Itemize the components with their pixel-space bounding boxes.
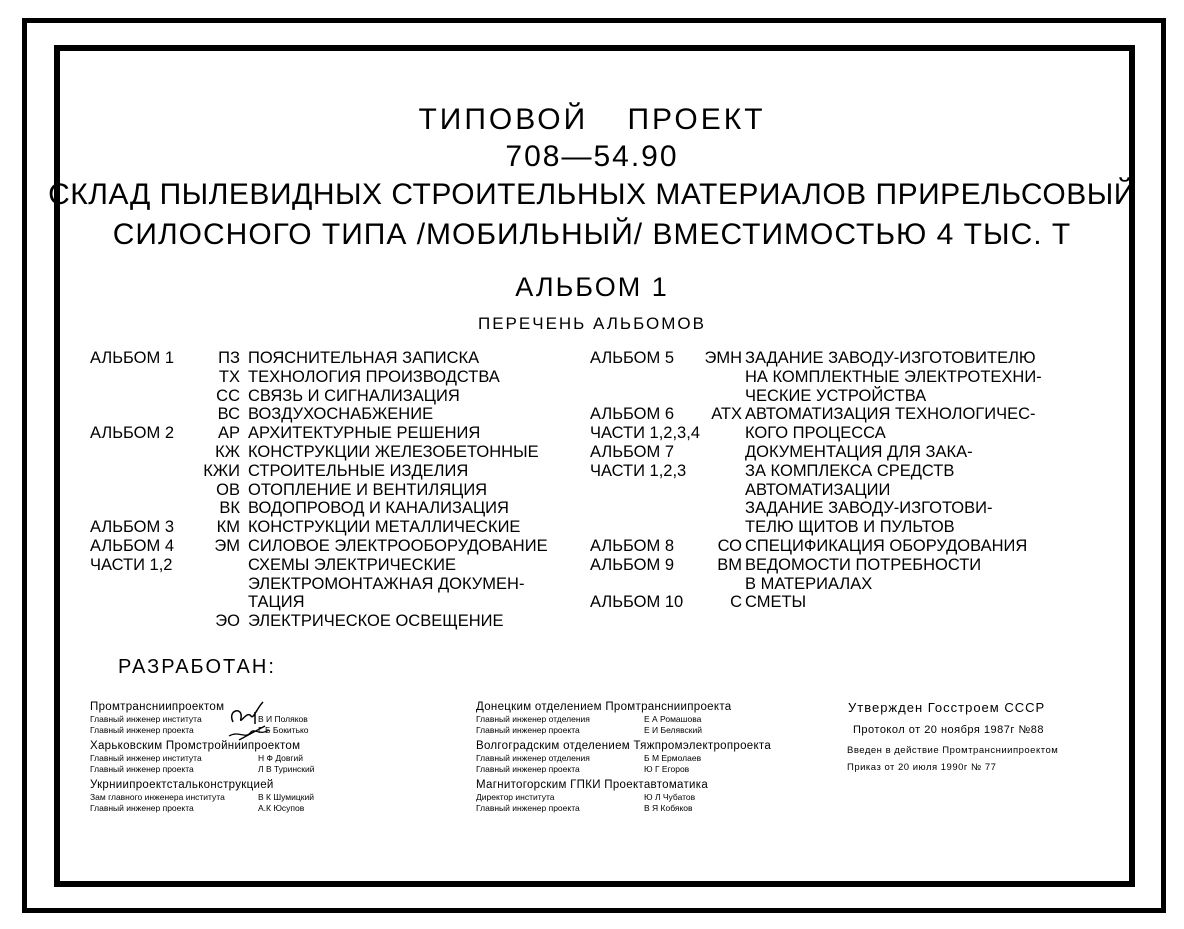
album-number: АЛЬБОМ 7 <box>590 443 675 461</box>
album-list-row <box>590 405 1110 424</box>
section-code: ТХ <box>218 367 240 386</box>
section-code: КЖ <box>215 443 240 461</box>
album-list-row <box>90 575 610 594</box>
section-name: АВТОМАТИЗАЦИИ <box>745 480 891 499</box>
album-list-row <box>90 593 610 612</box>
album-list-row <box>590 481 1110 500</box>
album-number: ЧАСТИ 1,2 <box>90 555 173 574</box>
section-name: КОНСТРУКЦИИ ЖЕЛЕЗОБЕТОННЫЕ <box>248 443 539 461</box>
album-number: АЛЬБОМ 8 <box>590 537 675 555</box>
person-name: Г Б Бокитько <box>258 724 309 735</box>
section-name: ТАЦИЯ <box>248 593 305 612</box>
person-name: В И Поляков <box>258 714 308 724</box>
section-name: СПЕЦИФИКАЦИЯ ОБОРУДОВАНИЯ <box>745 537 1028 555</box>
developer-organization: Харьковским Промстройниипроектом <box>90 740 301 752</box>
position-title: Главный инженер проекта <box>90 763 194 774</box>
developers-column-1 <box>90 700 314 813</box>
position-title: Главный инженер института <box>90 714 202 724</box>
position-title: Главный инженер отделения <box>476 714 590 724</box>
project-number: 708—54.90 <box>505 140 679 173</box>
section-name: ОТОПЛЕНИЕ И ВЕНТИЛЯЦИЯ <box>248 480 488 499</box>
album-list-heading: ПЕРЕЧЕНЬ АЛЬБОМОВ <box>478 314 706 333</box>
section-code: СС <box>216 386 240 405</box>
developer-person-line <box>476 764 771 775</box>
section-code: КМ <box>216 518 240 537</box>
section-name: СВЯЗЬ И СИГНАЛИЗАЦИЯ <box>248 386 460 405</box>
section-name: ЗА КОМПЛЕКСА СРЕДСТВ <box>745 461 955 480</box>
person-name: Н Ф Довгий <box>258 753 304 763</box>
developer-person-line <box>476 725 771 736</box>
section-name: НА КОМПЛЕКТНЫЕ ЭЛЕКТРОТЕХНИ- <box>745 367 1042 386</box>
person-name: Л В Туринский <box>258 763 315 774</box>
position-title: Главный инженер проекта <box>476 724 580 735</box>
approval-line-1: Утвержден Госстроем СССР <box>848 700 1046 715</box>
album-list-row <box>90 368 610 387</box>
album-list-row <box>590 556 1110 575</box>
developer-organization: Промтрансниипроектом <box>90 701 225 713</box>
position-title: Главный инженер проекта <box>90 802 194 813</box>
section-code: ЭМН <box>704 349 742 367</box>
section-name: СИЛОВОЕ ЭЛЕКТРООБОРУДОВАНИЕ <box>248 537 548 555</box>
album-list-row <box>90 612 610 631</box>
position-title: Зам главного инженера института <box>90 792 225 802</box>
album-number: ЧАСТИ 1,2,3 <box>590 461 687 480</box>
position-title: Главный инженер проекта <box>90 724 194 735</box>
album-number: АЛЬБОМ 2 <box>90 424 175 443</box>
person-name: А.К Юсупов <box>258 802 305 813</box>
album-list-row <box>590 368 1110 387</box>
section-name: СХЕМЫ ЭЛЕКТРИЧЕСКИЕ <box>248 555 457 574</box>
section-name: ПОЯСНИТЕЛЬНАЯ ЗАПИСКА <box>248 349 480 367</box>
album-list-row <box>590 443 1110 462</box>
section-code: ПЗ <box>218 349 240 367</box>
album-list-row <box>590 349 1110 368</box>
section-name: ВОДОПРОВОД И КАНАЛИЗАЦИЯ <box>248 499 509 518</box>
person-name: В Я Кобяков <box>644 802 693 813</box>
section-name: ЭЛЕКТРОМОНТАЖНАЯ ДОКУМЕН- <box>248 574 525 593</box>
section-name: ВЕДОМОСТИ ПОТРЕБНОСТИ <box>745 555 982 574</box>
person-name: Б М Ермолаев <box>644 753 702 763</box>
developer-person-line <box>476 792 771 803</box>
section-code: ВК <box>219 499 240 518</box>
developer-organization: Магнитогорским ГПКИ Проектавтоматика <box>476 779 709 791</box>
album-list-row <box>90 556 610 575</box>
album-list-row <box>590 575 1110 594</box>
album-list-row <box>590 537 1110 556</box>
album-number: АЛЬБОМ 6 <box>590 405 675 424</box>
section-code: АТХ <box>711 405 742 424</box>
person-name: Е А Ромашова <box>644 714 702 724</box>
developer-person-line <box>476 803 771 814</box>
position-title: Главный инженер проекта <box>476 802 580 813</box>
developer-organization: Укрниипроектстальконструкцией <box>90 779 274 791</box>
album-list-row <box>590 462 1110 481</box>
section-code: ЭО <box>215 612 240 631</box>
album-list-row <box>590 518 1110 537</box>
developer-organization: Волгоградским отделением Тяжпромэлектропроекта <box>476 740 772 752</box>
album-title: АЛЬБОМ 1 <box>515 272 669 302</box>
developer-person-line <box>476 714 771 725</box>
section-name: ЗАДАНИЕ ЗАВОДУ-ИЗГОТОВИ- <box>745 499 993 518</box>
project-title-line1: СКЛАД ПЫЛЕВИДНЫХ СТРОИТЕЛЬНЫХ МАТЕРИАЛОВ ПРИРЕЛЬСОВЫЙ <box>48 178 1136 211</box>
approval-protocol: Протокол от 20 ноября 1987г №88 <box>853 724 1045 736</box>
person-name: Ю Г Егоров <box>644 763 690 774</box>
album-list-row <box>90 462 610 481</box>
section-code: ЭМ <box>214 537 240 555</box>
position-title: Главный инженер института <box>90 753 202 763</box>
section-code: ВМ <box>717 555 742 574</box>
person-name: Е И Белявский <box>644 724 702 735</box>
section-name: ТЕЛЮ ЩИТОВ И ПУЛЬТОВ <box>745 518 955 537</box>
developer-person-line <box>90 725 314 736</box>
album-list-row <box>90 537 610 556</box>
album-number: АЛЬБОМ 3 <box>90 518 175 537</box>
album-number: АЛЬБОМ 9 <box>590 555 675 574</box>
developer-person-line <box>90 753 314 764</box>
section-name: ЭЛЕКТРИЧЕСКОЕ ОСВЕЩЕНИЕ <box>248 612 504 631</box>
developer-person-line <box>90 792 314 803</box>
person-name: В К Шумицкий <box>258 792 314 802</box>
album-list-row <box>590 424 1110 443</box>
album-list-row <box>90 405 610 424</box>
position-title: Главный инженер отделения <box>476 753 590 763</box>
album-list-row <box>90 499 610 518</box>
section-code: ВС <box>217 405 240 424</box>
album-list-row <box>590 499 1110 518</box>
section-name: ЧЕСКИЕ УСТРОЙСТВА <box>745 386 927 405</box>
developed-label: РАЗРАБОТАН: <box>118 656 276 678</box>
doc-type: ТИПОВОЙ ПРОЕКТ <box>418 103 766 136</box>
album-list-row <box>90 424 610 443</box>
person-name: Ю Л Чубатов <box>644 792 696 802</box>
section-name: АРХИТЕКТУРНЫЕ РЕШЕНИЯ <box>248 424 481 443</box>
album-list-row <box>590 387 1110 406</box>
section-name: АВТОМАТИЗАЦИЯ ТЕХНОЛОГИЧЕС- <box>745 405 1036 424</box>
developer-person-line <box>90 764 314 775</box>
album-list-row <box>590 593 1110 612</box>
album-number: АЛЬБОМ 4 <box>90 537 175 555</box>
position-title: Главный инженер проекта <box>476 763 580 774</box>
section-name: ТЕХНОЛОГИЯ ПРОИЗВОДСТВА <box>248 367 500 386</box>
section-name: КОНСТРУКЦИИ МЕТАЛЛИЧЕСКИЕ <box>248 518 521 537</box>
album-list-row <box>90 387 610 406</box>
album-list-row <box>90 518 610 537</box>
section-name: ЗАДАНИЕ ЗАВОДУ-ИЗГОТОВИТЕЛЮ <box>745 349 1036 367</box>
enactment-line: Введен в действие Промтрансниипроектом <box>847 745 1059 756</box>
project-title-line2: СИЛОСНОГО ТИПА /МОБИЛЬНЫЙ/ ВМЕСТИМОСТЬЮ 4 ТЫС. Т <box>112 218 1072 251</box>
section-code: ОВ <box>216 480 240 499</box>
enactment-order: Приказ от 20 июля 1990г № 77 <box>847 762 997 773</box>
album-number: АЛЬБОМ 1 <box>90 349 175 367</box>
album-number: ЧАСТИ 1,2,3,4 <box>590 424 700 443</box>
album-list-row <box>90 443 610 462</box>
developer-organization: Донецким отделением Промтрансниипроекта <box>476 701 732 713</box>
position-title: Директор института <box>476 792 555 802</box>
section-code: СО <box>717 537 742 555</box>
developer-person-line <box>90 803 314 814</box>
album-number: АЛЬБОМ 10 <box>590 593 684 612</box>
developer-person-line <box>90 714 314 725</box>
album-list-row <box>90 349 610 368</box>
section-code: С <box>730 593 742 612</box>
developer-person-line <box>476 753 771 764</box>
section-name: СМЕТЫ <box>745 593 807 612</box>
signature-icon <box>225 700 275 744</box>
section-name: СТРОИТЕЛЬНЫЕ ИЗДЕЛИЯ <box>248 461 469 480</box>
section-name: В МАТЕРИАЛАХ <box>745 574 873 593</box>
album-number: АЛЬБОМ 5 <box>590 349 675 367</box>
section-name: ДОКУМЕНТАЦИЯ ДЛЯ ЗАКА- <box>745 443 973 461</box>
section-name: ВОЗДУХОСНАБЖЕНИЕ <box>248 405 434 424</box>
developers-column-2 <box>476 700 771 813</box>
album-list-row <box>90 481 610 500</box>
section-code: КЖИ <box>203 461 240 480</box>
section-code: АР <box>217 424 240 443</box>
section-name: КОГО ПРОЦЕССА <box>745 424 886 443</box>
